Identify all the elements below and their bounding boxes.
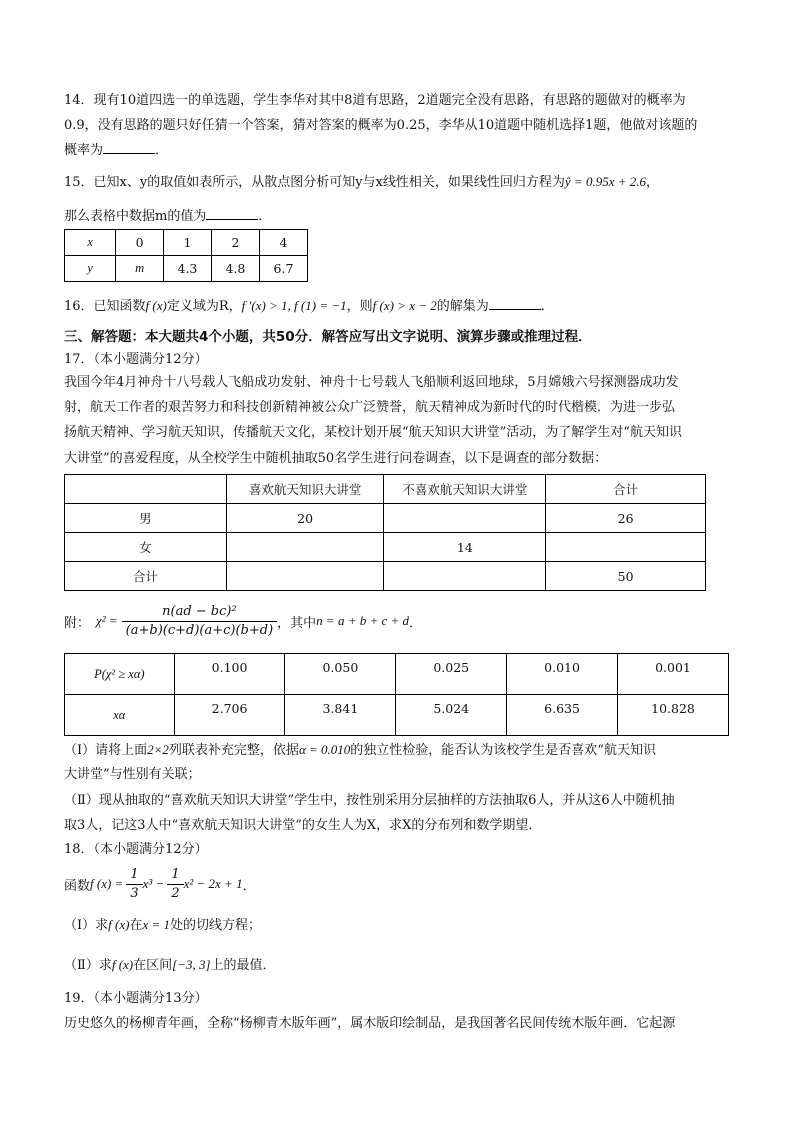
q18-func-end: ． bbox=[242, 878, 256, 894]
table-cell: 5.024 bbox=[396, 695, 507, 736]
q19-header: 19．（本小题满分13分） bbox=[64, 991, 208, 1006]
regression-equation: ŷ = 0.95x + 2.6 bbox=[564, 174, 646, 189]
q17-part1-b: 列联表补充完整，依据 bbox=[168, 743, 299, 758]
table-cell: x bbox=[65, 230, 116, 256]
xy-table bbox=[64, 229, 308, 282]
table-header: P(χ² ≥ xα) bbox=[65, 654, 175, 695]
table-row bbox=[65, 562, 706, 591]
table-cell: 6.7 bbox=[259, 256, 307, 282]
table-row bbox=[65, 256, 308, 282]
q19-line1: 历史悠久的杨柳青年画，全称“杨柳青木版年画”，属木版印绘制品，是我国著名民间传统木版年画．它起源 bbox=[64, 1016, 676, 1031]
answer-blank bbox=[103, 139, 155, 154]
q18-part1-b: 在 bbox=[129, 918, 143, 933]
q15-text: 15．已知x、y的取值如表所示，从散点图分析可知y与x线性相关，如果线性回归方程为 bbox=[64, 175, 565, 190]
table-cell: 0 bbox=[116, 230, 164, 256]
q16-text-d: 的解集为 bbox=[436, 299, 489, 314]
q18-function bbox=[64, 862, 734, 906]
table-cell: 0.010 bbox=[507, 654, 618, 695]
q17-part1-line2: 大讲堂”与性别有关联； bbox=[64, 767, 201, 782]
formula-denominator: (a+b)(c+d)(a+c)(b+d) bbox=[125, 622, 274, 638]
table-row bbox=[65, 533, 706, 562]
q17-header: 17．（本小题满分12分） bbox=[64, 352, 208, 367]
q16-line bbox=[64, 294, 734, 319]
answer-blank bbox=[489, 295, 541, 310]
fraction-one-third bbox=[126, 866, 142, 903]
q18-header: 18．（本小题满分12分） bbox=[64, 842, 208, 857]
q18-part1 bbox=[64, 913, 734, 938]
q17-para-line: 我国今年4月神舟十八号载人飞船成功发射、神舟十七号载人飞船顺利返回地球，5月嫦娥六号探测器成功发 bbox=[64, 375, 679, 390]
table-cell: 4.8 bbox=[211, 256, 259, 282]
q17-part2-line2: 取3人，记这3人中“喜欢航天知识大讲堂“的女生人为X，求X的分布列和数学期望． bbox=[64, 818, 542, 833]
q18-part2 bbox=[64, 953, 734, 978]
q18-part2-b: 在区间 bbox=[133, 958, 173, 973]
fraction-denominator: 2 bbox=[171, 885, 180, 901]
table-cell bbox=[226, 533, 384, 562]
table-cell: 2.706 bbox=[174, 695, 285, 736]
q15-line2-text: 那么表格中数据m的值为 bbox=[64, 209, 207, 224]
q14-line2: 0.9，没有思路的题只好任猜一个答案，猜对答案的概率为0.25，李华从10道题中随机选择1题，他做对该题的 bbox=[64, 118, 698, 133]
fraction-one-half bbox=[167, 866, 183, 903]
q18-part2-c: 上的最值． bbox=[210, 958, 276, 973]
formula-end: ． bbox=[409, 615, 423, 631]
table-cell: 1 bbox=[163, 230, 211, 256]
table-cell: 2 bbox=[211, 230, 259, 256]
q18-func-prefix: 函数 bbox=[64, 878, 91, 894]
q15-line1 bbox=[64, 170, 734, 195]
table-row bbox=[65, 230, 308, 256]
table-cell: 0.100 bbox=[174, 654, 285, 695]
formula-prefix: 附： bbox=[64, 615, 91, 631]
formula-mid: ，其中 bbox=[277, 615, 317, 631]
chi-square-formula bbox=[64, 598, 734, 644]
q16-condition: f ′(x) > 1, f (1) = −1 bbox=[241, 298, 347, 313]
critical-value-table bbox=[64, 653, 729, 736]
formula-fraction bbox=[122, 603, 278, 640]
table-header bbox=[65, 475, 227, 504]
q18-func-term1: x³ − bbox=[142, 876, 165, 891]
q17-part1-a: （I）请将上面 bbox=[64, 743, 148, 758]
q16-fx: f (x) bbox=[145, 298, 167, 313]
table-cell: 3.841 bbox=[285, 695, 396, 736]
q14-line3-end: ． bbox=[155, 143, 169, 158]
fraction-numerator: 1 bbox=[167, 866, 183, 885]
table-cell: m bbox=[116, 256, 164, 282]
q14-line1: 14．现有10道四选一的单选题，学生李华对其中8道有思路，2道题完全没有思路，有思路的题做对的概率为 bbox=[64, 93, 686, 108]
q18-part2-f: f (x) bbox=[111, 957, 134, 972]
q17-part1-2x2: 2×2 bbox=[147, 742, 169, 757]
q16-end: ． bbox=[540, 299, 554, 314]
table-cell: 0.050 bbox=[285, 654, 396, 695]
answer-blank bbox=[206, 205, 258, 220]
table-cell: 10.828 bbox=[618, 695, 729, 736]
q17-para-line: 扬航天精神、学习航天知识，传播航天文化，某校计划开展“航天知识大讲堂”活动，为了解学生对“航天知识 bbox=[64, 425, 682, 440]
table-cell: 26 bbox=[546, 504, 706, 533]
q18-part1-a: （I）求 bbox=[64, 918, 109, 933]
q15-line1-end: ， bbox=[646, 175, 660, 190]
formula-n: n = a + b + c + d bbox=[316, 613, 410, 628]
table-cell bbox=[226, 562, 384, 591]
table-row bbox=[65, 695, 729, 736]
q16-inequality: f (x) > x − 2 bbox=[372, 298, 437, 313]
section3-heading: 三、解答题：本大题共4个小题，共50分．解答应写出文字说明、演算步骤或推理过程． bbox=[64, 329, 592, 345]
table-cell: 男 bbox=[65, 504, 227, 533]
fraction-numerator: 1 bbox=[126, 866, 142, 885]
q18-part2-a: （Ⅱ）求 bbox=[64, 958, 112, 973]
q17-para-line: 大讲堂”的喜爱程度，从全校学生中随机抽取50名学生进行问卷调查，以下是调查的部分数据： bbox=[64, 451, 608, 466]
table-header: xα bbox=[65, 695, 175, 736]
q15-line2 bbox=[64, 205, 734, 229]
table-row bbox=[65, 504, 706, 533]
table-cell: y bbox=[65, 256, 116, 282]
table-row bbox=[65, 654, 729, 695]
q17-part1-line1 bbox=[64, 738, 734, 763]
contingency-table bbox=[64, 474, 706, 591]
q18-func-lhs: f (x) = bbox=[90, 876, 124, 891]
table-cell: 女 bbox=[65, 533, 227, 562]
q16-text-c: ，则 bbox=[346, 299, 373, 314]
table-header: 不喜欢航天知识大讲堂 bbox=[384, 475, 546, 504]
q14-line3 bbox=[64, 139, 734, 163]
table-header: 喜欢航天知识大讲堂 bbox=[226, 475, 384, 504]
formula-numerator: n(ad − bc)² bbox=[122, 603, 278, 622]
q15-line2-end: ． bbox=[258, 209, 272, 224]
q18-part1-f: f (x) bbox=[108, 917, 130, 932]
q18-part2-interval: [−3, 3] bbox=[172, 957, 211, 972]
q17-part1-c: 的独立性检验，能否认为该校学生是否喜欢“航天知识 bbox=[350, 743, 656, 758]
table-cell bbox=[384, 562, 546, 591]
table-cell bbox=[546, 533, 706, 562]
table-cell bbox=[384, 504, 546, 533]
table-cell: 20 bbox=[226, 504, 384, 533]
table-cell: 4 bbox=[259, 230, 307, 256]
table-header: 合计 bbox=[546, 475, 706, 504]
q17-part2-line1: （Ⅱ）现从抽取的“喜欢航天知识大讲堂”学生中，按性别采用分层抽样的方法抽取6人，并从这6人中随机抽 bbox=[64, 793, 675, 808]
q18-func-term2: x² − 2x + 1 bbox=[183, 876, 243, 891]
q17-para-line: 射，航天工作者的艰苦努力和科技创新精神被公众广泛赞誉，航天精神成为新时代的时代楷模．为进一步弘 bbox=[64, 400, 676, 415]
table-cell: 14 bbox=[384, 533, 546, 562]
table-cell: 6.635 bbox=[507, 695, 618, 736]
q18-part1-c: 处的切线方程； bbox=[170, 918, 262, 933]
table-cell: 50 bbox=[546, 562, 706, 591]
q17-part1-alpha: α = 0.010 bbox=[298, 742, 351, 757]
q14-line3-text: 概率为 bbox=[64, 143, 104, 158]
q16-text-b: 定义域为R， bbox=[166, 299, 242, 314]
formula-lhs: χ² = bbox=[96, 613, 118, 628]
q16-text-a: 16．已知函数 bbox=[64, 299, 146, 314]
fraction-denominator: 3 bbox=[130, 885, 139, 901]
table-cell: 合计 bbox=[65, 562, 227, 591]
table-cell: 4.3 bbox=[163, 256, 211, 282]
q18-part1-x: x = 1 bbox=[142, 917, 170, 932]
table-header-row bbox=[65, 475, 706, 504]
table-cell: 0.001 bbox=[618, 654, 729, 695]
table-cell: 0.025 bbox=[396, 654, 507, 695]
